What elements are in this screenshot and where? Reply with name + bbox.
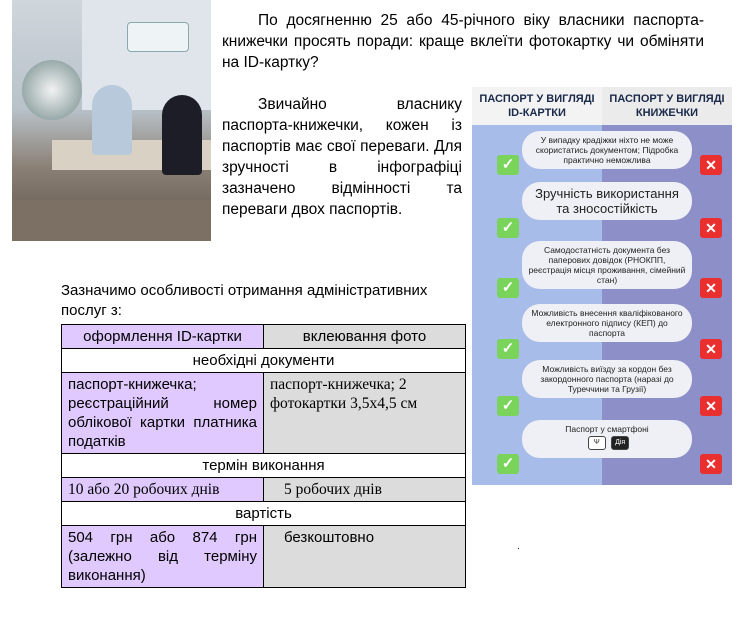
check-icon: ✓ — [497, 396, 519, 416]
services-table — [61, 324, 466, 588]
check-icon: ✓ — [497, 155, 519, 175]
diia-app-icon: Дія — [611, 436, 629, 450]
photo-floor — [12, 200, 211, 241]
section-term-row — [62, 454, 466, 478]
photo-person-1 — [92, 85, 132, 155]
office-photo — [12, 0, 211, 241]
infographic-header-booklet: ПАСПОРТ У ВИГЛЯДІ КНИЖЕЧКИ — [602, 87, 732, 125]
docs-id-card: паспорт-книжечка; реєстраційний номер облікової картки платника податків — [62, 373, 264, 454]
check-icon: ✓ — [497, 218, 519, 238]
cost-row — [62, 526, 466, 588]
check-icon: ✓ — [497, 278, 519, 298]
section-cost-row — [62, 502, 466, 526]
table-header-row — [62, 325, 466, 349]
trident-icon: Ψ — [588, 436, 606, 450]
cross-icon: ✕ — [700, 218, 722, 238]
app-badges — [528, 436, 686, 450]
table-intro: Зазначимо особливості отримання адміністративних послуг з: — [61, 282, 428, 319]
photo-person-2 — [162, 95, 202, 175]
term-row — [62, 478, 466, 502]
cross-icon: ✕ — [700, 155, 722, 175]
passport-infographic — [472, 87, 732, 485]
stray-dot: . — [517, 541, 520, 552]
cost-id-card: 504 грн або 874 грн (залежно від терміну виконання) — [62, 526, 264, 588]
header-id-card: оформлення ID-картки — [62, 325, 264, 349]
smartphone-passport-label: Паспорт у смартфоні — [565, 424, 649, 434]
check-icon: ✓ — [497, 454, 519, 474]
cross-icon: ✕ — [700, 278, 722, 298]
docs-row — [62, 373, 466, 454]
infographic-row-6 — [522, 420, 692, 458]
cross-icon: ✕ — [700, 339, 722, 359]
infographic-row-2: Зручність використання та зносостійкість — [522, 182, 692, 220]
section-docs-row — [62, 349, 466, 373]
photo-lamp — [22, 60, 82, 120]
infographic-header-id-card: ПАСПОРТ У ВИГЛЯДІ ID-КАРТКИ — [472, 87, 602, 125]
infographic-row-3: Самодостатність документа без паперових довідок (РНОКПП, реєстрація місця проживання, сімейний стан) — [522, 241, 692, 289]
section-term: термін виконання — [62, 454, 466, 478]
cross-icon: ✕ — [700, 454, 722, 474]
photo-logo — [127, 22, 189, 52]
cost-photo-insert: безкоштовно — [264, 526, 466, 588]
explanation-paragraph: Звичайно власнику паспорта-книжечки, кожен із паспортів має свої переваги. Для зручності в інфографіці зазначено відмінності та переваги двох паспортів. — [222, 96, 462, 218]
term-id-card: 10 або 20 робочих днів — [62, 478, 264, 502]
header-photo-insert: вклеювання фото — [264, 325, 466, 349]
intro-paragraph: По досягненню 25 або 45-річного віку власники паспорта-книжечки просять поради: краще вклеїти фотокартку чи обміняти на ID-картку? — [222, 12, 704, 71]
infographic-row-1: У випадку крадіжки ніхто не може скористатись документом; Підробка практично неможлива — [522, 131, 692, 169]
infographic-row-4: Можливість внесення кваліфікованого електронного підпису (КЕП) до паспорта — [522, 304, 692, 342]
check-icon: ✓ — [497, 339, 519, 359]
infographic-row-5: Можливість виїзду за кордон без закордонного паспорта (наразі до Туреччини та Грузії) — [522, 360, 692, 398]
term-photo-insert: 5 робочих днів — [264, 478, 466, 502]
section-cost: вартість — [62, 502, 466, 526]
cross-icon: ✕ — [700, 396, 722, 416]
docs-photo-insert: паспорт-книжечка; 2 фотокартки 3,5х4,5 см — [264, 373, 466, 454]
section-docs: необхідні документи — [62, 349, 466, 373]
